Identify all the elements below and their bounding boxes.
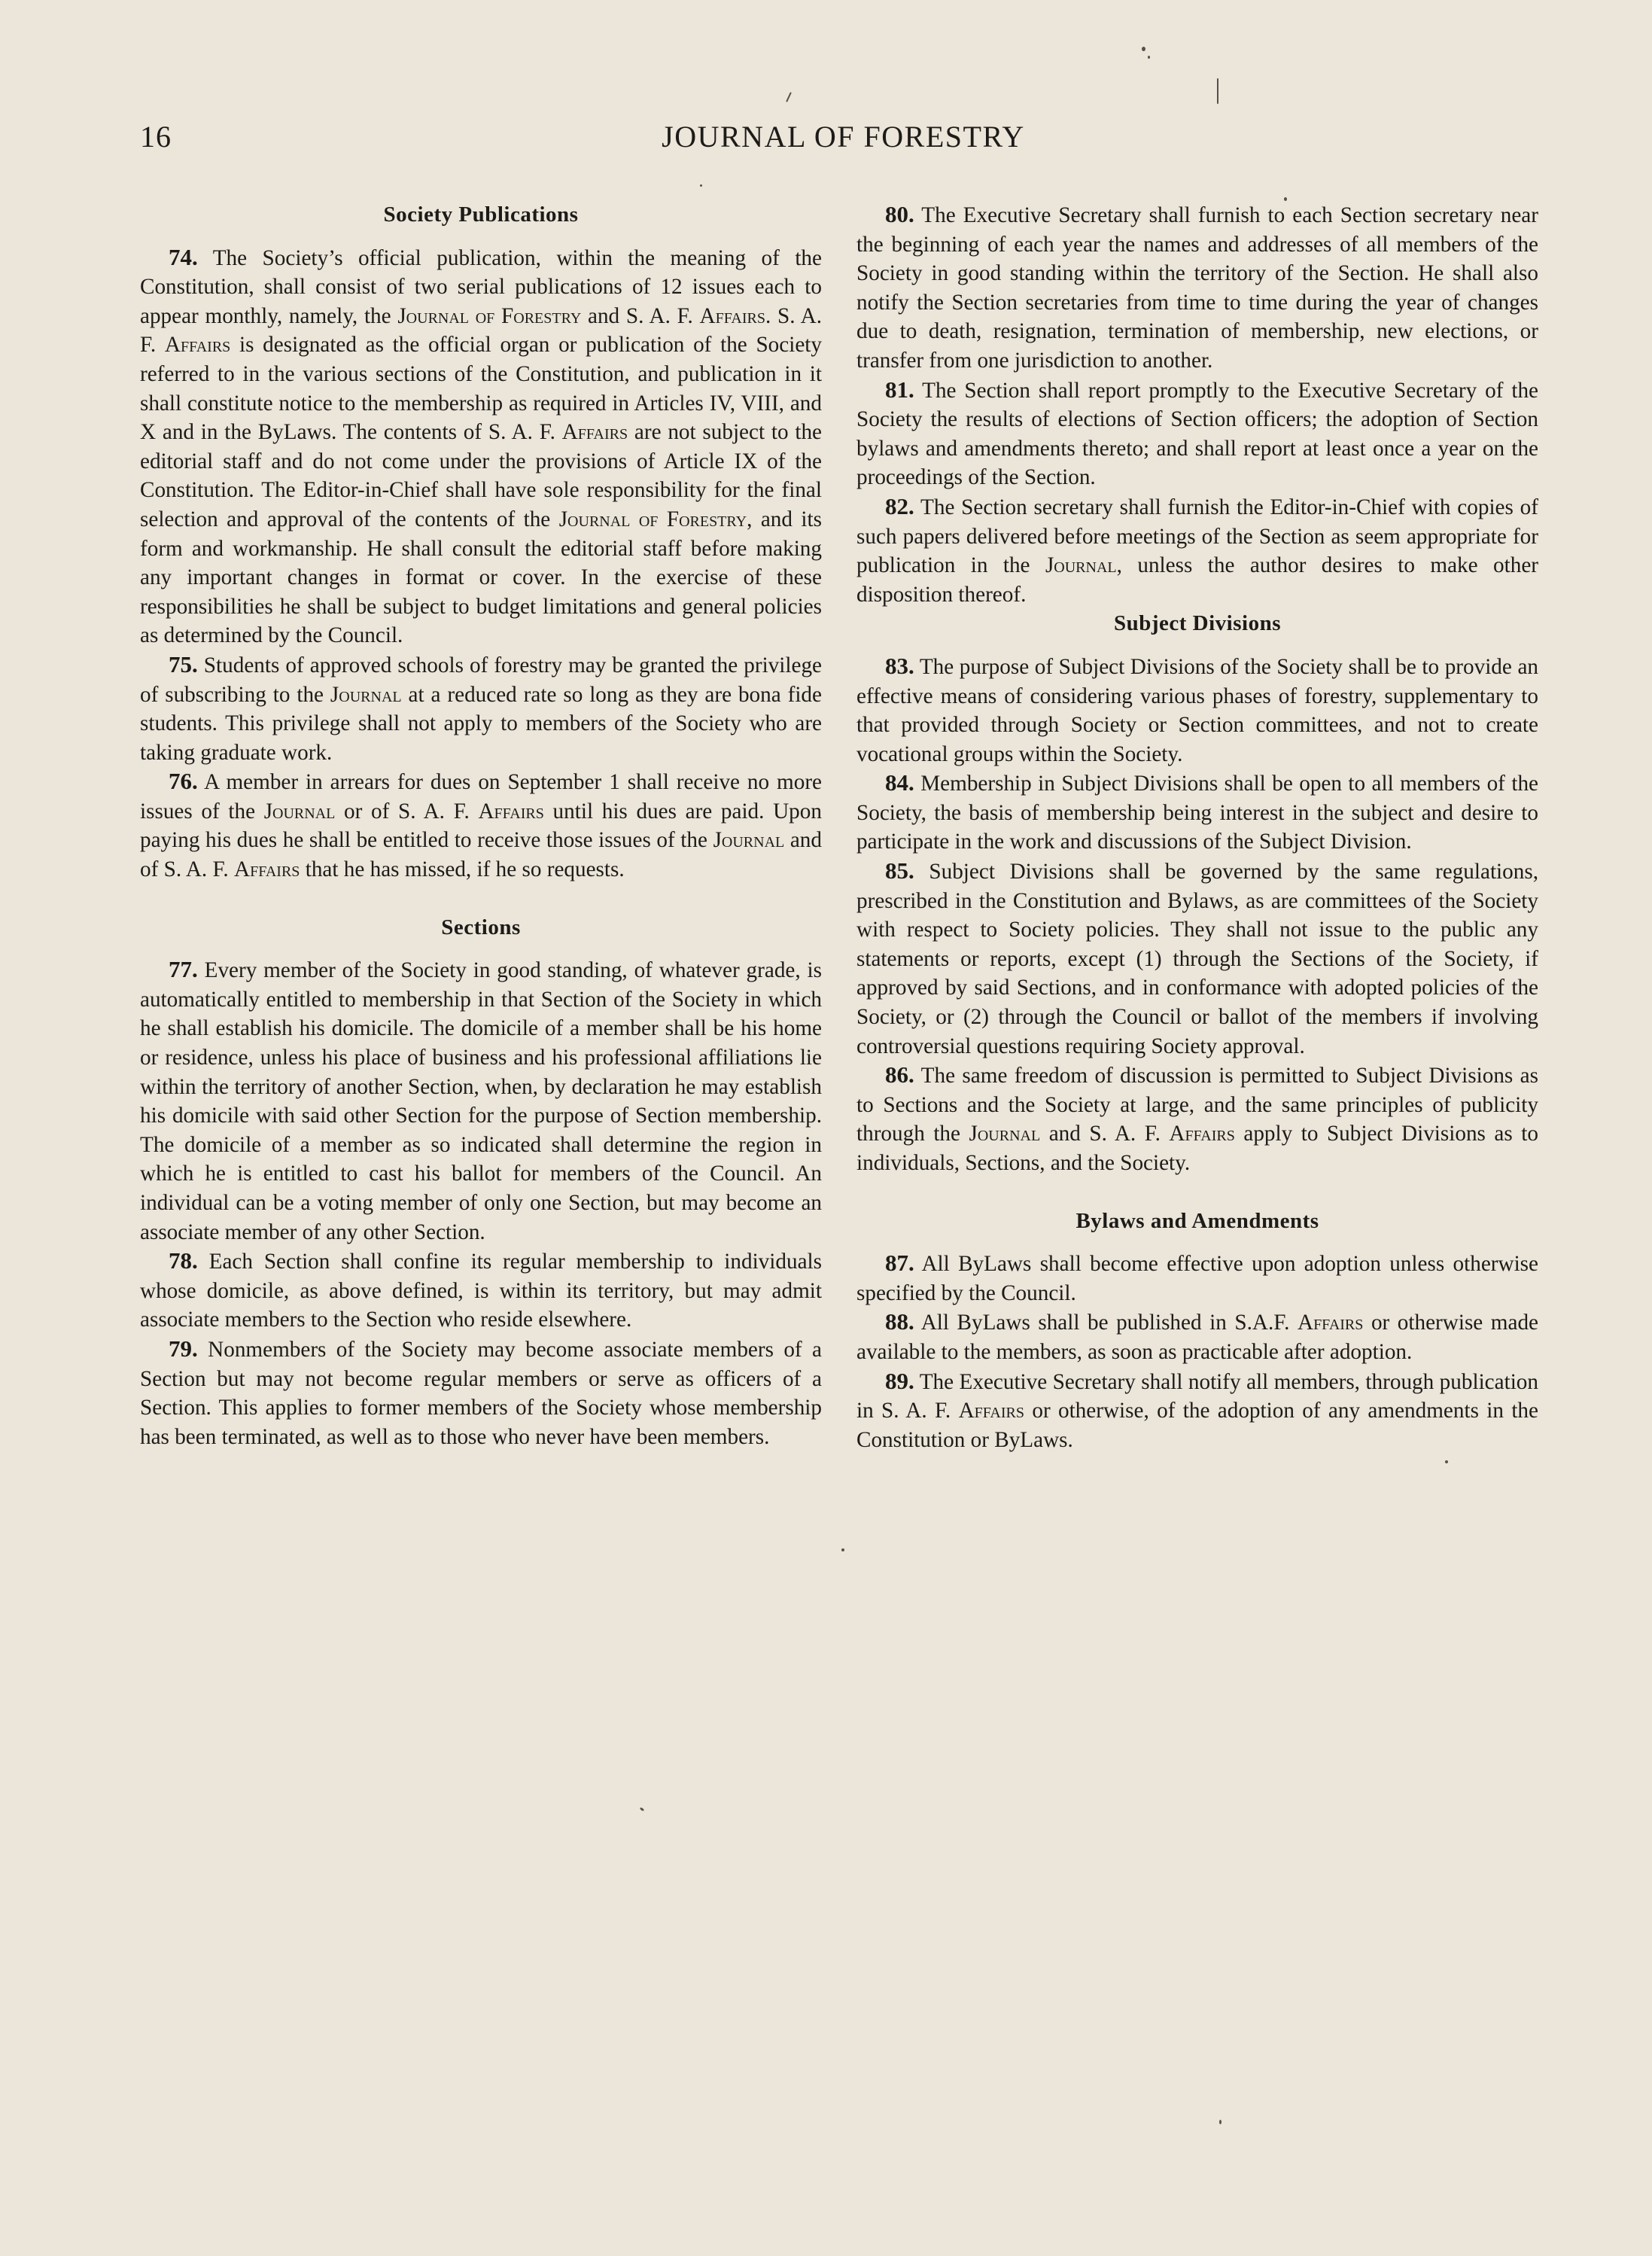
heading-bylaws-amendments: Bylaws and Amendments	[1075, 1208, 1319, 1233]
paragraph-number: 74.	[169, 243, 198, 270]
scan-speck	[1142, 47, 1145, 51]
paragraph-number: 85.	[885, 857, 914, 884]
paragraph-number: 81.	[885, 376, 914, 403]
paragraph-text: is designated as the official organ or publication of the Society referred to in the various sections of the Constitution, and publication in it shall constitute notice to the membership as required in Articles IV, VIII, and X and in the ByLaws. The contents of S. A. F.	[140, 333, 822, 445]
paragraph-82	[856, 492, 1538, 609]
paragraph-text: that he has missed, if he so requests.	[300, 857, 625, 882]
paragraph-text: The Executive Secretary shall furnish to each Section secretary near the beginning of each year the names and addresses of all members of the Society in good standing within the territory of the Section. He shall also notify the Section secretaries from time to time during the year of changes due to death, resignation, termination of membership, new elections, or transfer from one jurisdiction to another.	[856, 203, 1538, 373]
paragraph-number: 80.	[885, 201, 914, 227]
heading-society-publications: Society Publications	[383, 202, 579, 227]
paragraph-85	[856, 857, 1538, 1061]
scan-speck	[700, 184, 702, 187]
page-header	[140, 119, 1547, 164]
paragraph-number: 75.	[169, 650, 198, 677]
journal-title: JOURNAL OF FORESTRY	[662, 120, 1025, 154]
paragraph-text: apply to Subject Divisions as to individuals, Sections, and the Society.	[856, 1122, 1538, 1175]
paragraph-number: 88.	[885, 1308, 914, 1335]
paragraph-84	[856, 769, 1538, 857]
scan-speck	[841, 1548, 844, 1551]
affairs-name: Affairs	[958, 1399, 1024, 1423]
paragraph-text: until his dues are paid. Upon paying his dues he shall be entitled to receive those issues of the	[140, 799, 822, 853]
affairs-name: Affairs	[699, 303, 765, 328]
paragraph-number: 89.	[885, 1367, 914, 1394]
paragraph-77	[140, 955, 822, 1247]
paragraph-text: The Section secretary shall furnish the Editor-in-Chief with copies of such papers delivered before meetings of the Section as seem appropriate for publication in the	[856, 495, 1538, 578]
paragraph-text: Subject Divisions shall be governed by the same regulations, prescribed in the Constitution and Bylaws, as are committees of the Society with respect to Society policies. They shall not issue to the public any statements or reports, except (1) through the Sections of the Society, if approved by said Sections, and in conformance with adopted policies of the Society, or (2) through the Council or ballot of the members if involving controversial questions requiring Society approval.	[856, 860, 1539, 1058]
paragraph-text: Nonmembers of the Society may become associate members of a Section but may not become regular members or serve as officers of a Section. This applies to former members of the Society whose membership has been terminated, as well as to those who never have been members.	[140, 1337, 822, 1449]
paragraph-text: or otherwise, of the adoption of any amendments in the Constitution or ByLaws.	[856, 1399, 1538, 1452]
paragraph-text: at a reduced rate so long as they are bona fide students. This privilege shall not apply to members of the Society who are taking graduate work.	[140, 682, 822, 765]
paragraph-text: All ByLaws shall become effective upon adoption unless otherwise specified by the Council.	[856, 1252, 1538, 1305]
paragraph-text: , unless the author desires to make other disposition thereof.	[856, 553, 1538, 607]
journal-name: Journal of Forestry	[558, 507, 747, 531]
paragraph-83	[856, 652, 1538, 769]
paragraph-number: 79.	[169, 1335, 198, 1362]
journal-name: Journal	[263, 799, 336, 824]
paragraph-number: 78.	[169, 1247, 198, 1274]
affairs-name: Affairs	[561, 420, 628, 445]
paragraph-text: or otherwise made available to the members, as soon as practicable after adoption.	[856, 1311, 1539, 1364]
paragraph-75	[140, 650, 822, 767]
scan-speck	[640, 1807, 645, 1812]
paragraph-text: A member in arrears for dues on September 1 shall receive no more issues of the	[140, 770, 823, 824]
heading-sections: Sections	[441, 915, 521, 939]
journal-name: Journal	[1045, 553, 1117, 578]
scan-speck	[1219, 2120, 1222, 2124]
paragraph-87	[856, 1249, 1538, 1308]
paragraph-text: Every member of the Society in good standing, of whatever grade, is automatically entitled to membership in that Section of the Society in which he shall establish his domicile. The domicile of a member shall be his home or residence, unless his place of business and his professional affiliations lie within the territory of another Section, when, by declaration he may establish his domicile with said other Section for the purpose of Section membership. The domicile of a member as so indicated shall determine the region in which he is entitled to cast his ballot for members of the Council. An individual can be a voting member of only one Section, but may become an associate member of any other Section.	[140, 958, 822, 1244]
paragraph-text: The Executive Secretary shall notify all members, through publication in S. A. F.	[856, 1369, 1538, 1423]
paragraph-text: The same freedom of discussion is permitted to Subject Divisions as to Sections and the Society at large, and the same principles of publicity through the	[856, 1064, 1538, 1146]
paragraph-86	[856, 1061, 1538, 1177]
paragraph-number: 84.	[885, 769, 914, 796]
scan-speck	[786, 92, 792, 102]
paragraph-89	[856, 1367, 1538, 1455]
page-number: 16	[140, 120, 172, 154]
paragraph-74	[140, 243, 822, 650]
paragraph-text: Each Section shall confine its regular membership to individuals whose domicile, as above defined, is within its territory, but may admit associate members to the Section who reside elsewhere.	[140, 1250, 822, 1332]
paragraph-80	[856, 200, 1538, 376]
paragraph-text: The purpose of Subject Divisions of the Society shall be to provide an effective means of considering various phases of forestry, supplementary to that provided through Society or Section committees, and not to create vocational groups within the Society.	[856, 654, 1538, 766]
paragraph-text: and S. A. F.	[1040, 1122, 1170, 1146]
paragraph-text: The Society’s official publication, within the meaning of the Constitution, shall consist of two serial publications of 12 issues each to appear monthly, namely, the	[140, 245, 822, 328]
journal-name: Journal	[969, 1122, 1041, 1146]
paragraph-text: All ByLaws shall be published in S.A.F.	[920, 1311, 1298, 1335]
right-column	[856, 200, 1538, 1454]
paragraph-number: 86.	[885, 1061, 914, 1088]
paragraph-number: 76.	[169, 768, 198, 795]
paragraph-text: The Section shall report promptly to the Executive Secretary of the Society the results of elections of Section officers; the adoption of Section bylaws and amendments thereto; and shall report at least once a year on the proceedings of the Section.	[856, 378, 1538, 490]
affairs-name: Affairs	[1169, 1122, 1235, 1146]
scan-speck	[1445, 1460, 1448, 1463]
paragraph-number: 82.	[885, 492, 914, 519]
heading-subject-divisions: Subject Divisions	[1113, 611, 1281, 636]
paragraph-number: 83.	[885, 652, 914, 679]
paragraph-88	[856, 1308, 1538, 1366]
paragraph-number: 77.	[169, 956, 198, 983]
affairs-name: Affairs	[164, 333, 231, 358]
journal-name: Journal	[330, 682, 402, 707]
paragraph-text: , and its form and workmanship. He shall consult the editorial staff before making any important changes in format or cover. In the exercise of these responsibilities he shall be subject to budget limitations and general policies as determined by the Council.	[140, 507, 822, 648]
journal-name: Journal	[713, 828, 785, 853]
scan-speck	[1148, 56, 1150, 59]
paragraph-text: Students of approved schools of forestry may be granted the privilege of subscribing to the	[140, 653, 822, 707]
journal-name: Journal of Forestry	[397, 303, 582, 328]
paragraph-number: 87.	[885, 1250, 914, 1277]
paragraph-text: Membership in Subject Divisions shall be open to all members of the Society, the basis of membership being interest in the subject and desire to participate in the work and discussions of the Subject Division.	[856, 772, 1539, 854]
paragraph-81	[856, 376, 1538, 492]
affairs-name: Affairs	[234, 857, 300, 882]
paragraph-text: . S. A. F.	[140, 303, 822, 358]
paragraph-text: are not subject to the editorial staff and do not come under the provisions of Article IX of the Constitution. The Editor-in-Chief shall have sole responsibility for the final selection and approval of the contents of the	[140, 420, 823, 531]
scan-speck	[1217, 78, 1218, 104]
paragraph-text: and of S. A. F.	[140, 828, 822, 882]
paragraph-text: and S. A. F.	[581, 303, 700, 328]
affairs-name: Affairs	[1297, 1311, 1364, 1335]
paragraph-79	[140, 1335, 822, 1451]
paragraph-78	[140, 1247, 822, 1335]
affairs-name: Affairs	[478, 799, 544, 824]
left-column	[140, 200, 822, 1451]
paragraph-76	[140, 767, 822, 884]
paragraph-text: or of S. A. F.	[335, 799, 479, 824]
